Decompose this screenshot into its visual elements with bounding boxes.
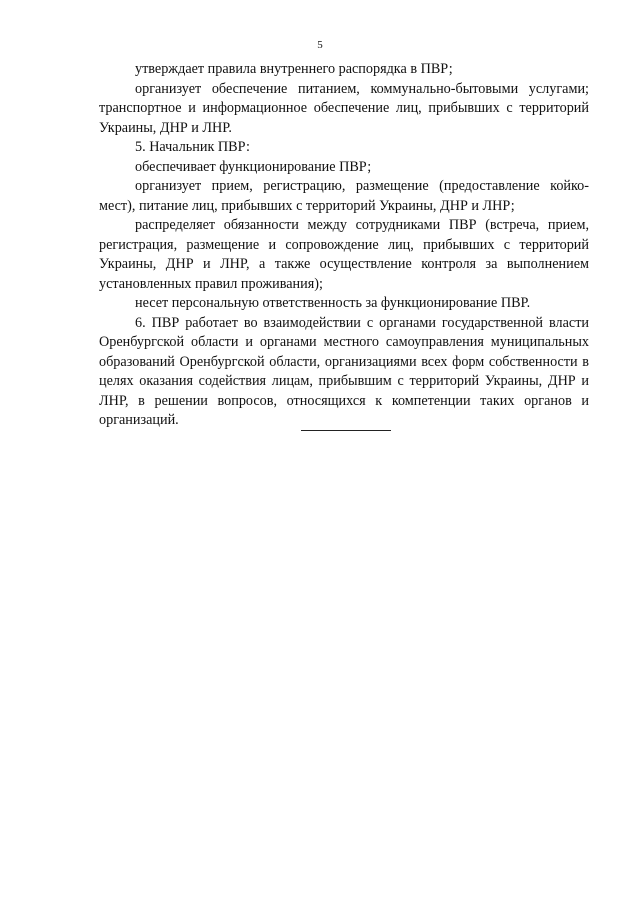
page-number: 5 [317, 39, 323, 51]
paragraph-internal-rules: утверждает правила внутреннего распорядка в ПВР; [135, 61, 453, 77]
paragraph-distributes-duties: распределяет обязанности между сотрудниками ПВР (встреча, прием, регистрация, размещение и сопровождение лиц, прибывших с территорий Украины, ДНР и ЛНР, а также осуществление контроля за выполнением установленных правил проживания); [99, 217, 589, 292]
paragraph-section-6: 6. ПВР работает во взаимодействии с органами государственной власти Оренбургской области и органами местного самоуправления муниципальных образований Оренбургской области, организациями всех форм собственности в целях оказания содействия лицам, прибывшим с территорий Украины, ДНР и ЛНР, в решении вопросов, относящихся к компетенции таких органов и организаций. [99, 314, 589, 428]
end-divider-line [301, 430, 391, 431]
paragraph-organizes-support: организует обеспечение питанием, коммунально-бытовыми услугами; транспортное и информационное обеспечение лиц, прибывших с территорий Украины, ДНР и ЛНР. [99, 80, 589, 136]
paragraph-personal-responsibility: несет персональную ответственность за функционирование ПВР. [135, 295, 531, 311]
document-body [99, 60, 589, 431]
paragraph-ensures-functioning: обеспечивает функционирование ПВР; [135, 158, 372, 175]
paragraph-section-5-heading: 5. Начальник ПВР: [135, 139, 250, 155]
paragraph-organizes-reception: организует прием, регистрацию, размещение (предоставление койко-мест), питание лиц, прибывших с территорий Украины, ДНР и ЛНР; [99, 178, 589, 214]
